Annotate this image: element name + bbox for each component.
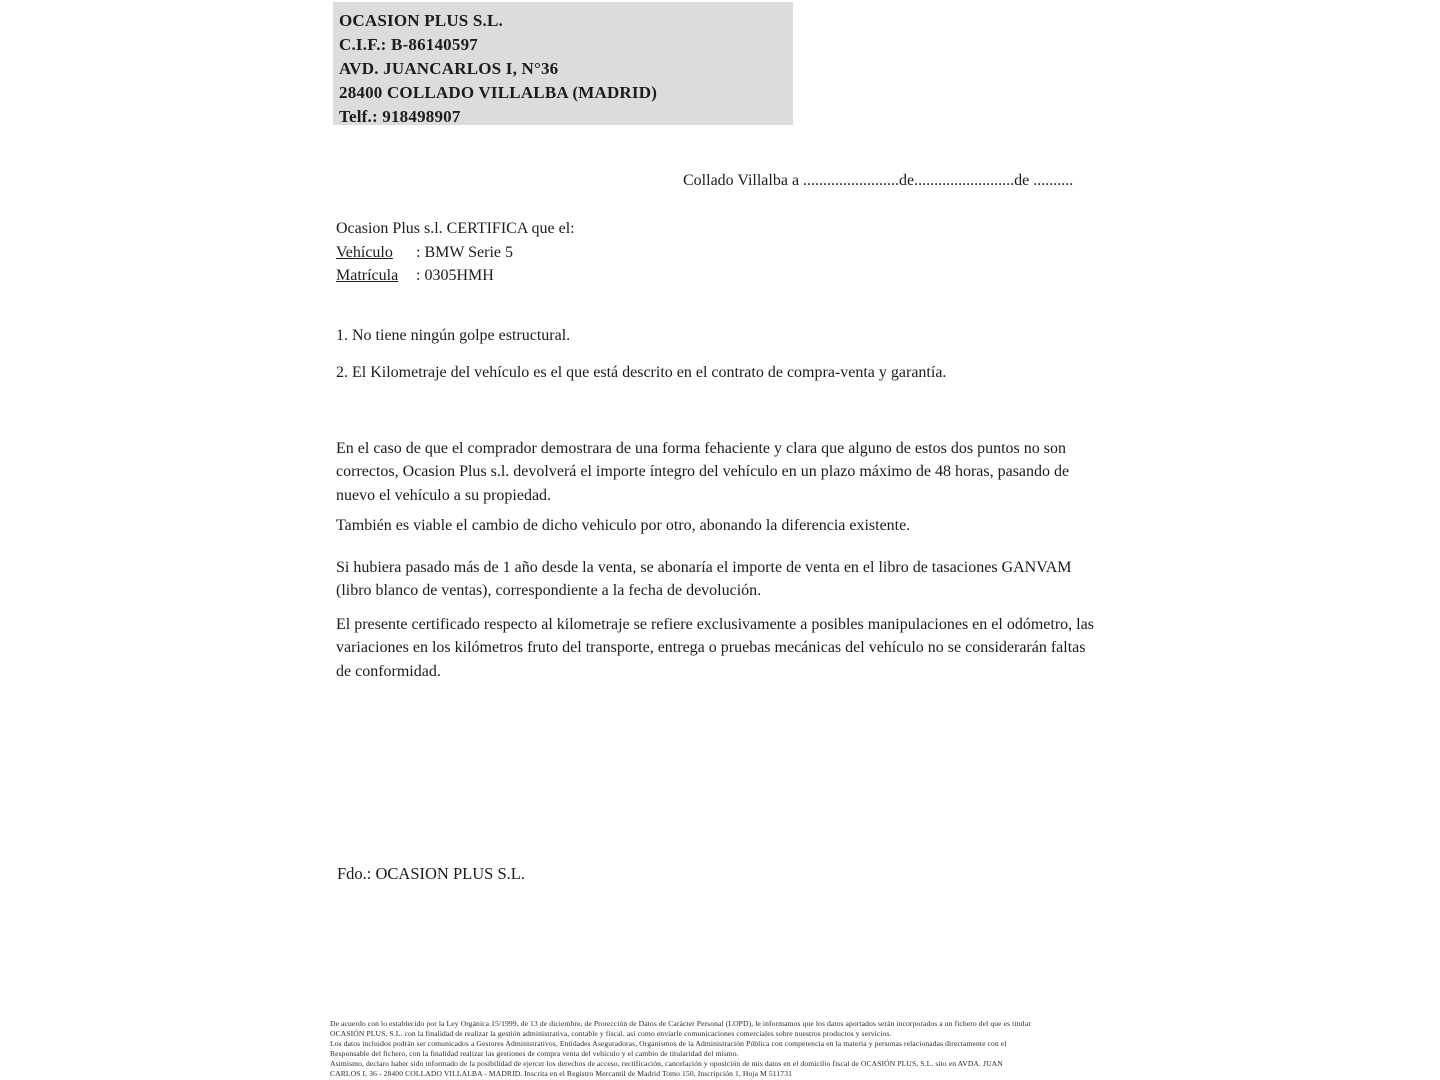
vehicle-row	[336, 241, 575, 265]
letterhead-block	[333, 2, 793, 125]
legal-line-2: OCASIÓN PLUS, S.L. con la finalidad de realizar la gestión administrativa, contable y fiscal, así como enviarle comunicaciones comerciales sobre nuestros productos y servicios.	[330, 1029, 892, 1038]
legal-fine-print	[330, 1019, 1112, 1079]
company-phone: Telf.: 918498907	[339, 107, 461, 126]
plate-value: : 0305HMH	[416, 267, 494, 284]
legal-line-1: De acuerdo con lo establecido por la Ley Orgánica 15/1999, de 13 de diciembre, de Protección de Datos de Carácter Personal (LOPD), le informamos que los datos aportados serán incorporados a un fichero del que es titular	[330, 1019, 1031, 1028]
date-fill-in-line: Collado Villalba a ........................de.........................de ..........	[683, 172, 1074, 189]
legal-line-4: Responsable del fichero, con la finalidad realizar las gestiones de compra venta del vehículo y el cambio de titularidad del mismo.	[330, 1049, 739, 1058]
company-name: OCASION PLUS S.L.	[339, 11, 503, 30]
signature-line: Fdo.: OCASION PLUS S.L.	[337, 864, 525, 883]
certificate-item-2: 2. El Kilometraje del vehículo es el que está descrito en el contrato de compra-venta y garantía.	[336, 364, 947, 381]
legal-line-6: CARLOS I, 36 - 28400 COLLADO VILLALBA - MADRID. Inscrita en el Registro Mercantil de Madrid Tomo 150, Inscripción 1, Hoja M 511731	[330, 1069, 792, 1078]
paragraph-odometer: El presente certificado respecto al kilometraje se refiere exclusivamente a posibles manipulaciones en el odómetro, las variaciones en los kilómetros fruto del transporte, entrega o pruebas mecánicas del vehículo no se considerarán faltas de conformidad.	[336, 616, 1094, 680]
company-city: 28400 COLLADO VILLALBA (MADRID)	[339, 83, 658, 102]
paragraph-exchange: También es viable el cambio de dicho vehiculo por otro, abonando la diferencia existente.	[336, 517, 911, 534]
plate-row	[336, 264, 575, 288]
vehicle-value: : BMW Serie 5	[416, 243, 514, 261]
legal-line-3: Los datos incluidos podrán ser comunicados a Gestores Administrativos, Entidades Aseguradoras, Organismos de la Administración Pública con competencia en la materia y personas relacionadas directamente con el	[330, 1039, 1007, 1048]
paragraph-ganvam: Si hubiera pasado más de 1 año desde la venta, se abonaría el importe de venta en el libro de tasaciones GANVAM (libro blanco de ventas), correspondiente a la fecha de devolución.	[336, 559, 1072, 600]
company-address: AVD. JUANCARLOS I, N°36	[339, 59, 559, 78]
legal-line-5: Asimismo, declaro haber sido informado de la posibilidad de ejercer los derechos de acceso, rectificación, cancelación y oposición de mis datos en el domicilio fiscal de OCASIÓN PLUS, S.L. sito en AVDA. JUAN	[330, 1059, 1003, 1068]
company-cif: C.I.F.: B-86140597	[339, 35, 478, 54]
paragraph-refund: En el caso de que el comprador demostrara de una forma fehaciente y clara que alguno de estos dos puntos no son correctos, Ocasion Plus s.l. devolverá el importe íntegro del vehículo en un plazo máximo de 48 horas, pasando de nuevo el vehículo a su propiedad.	[336, 440, 1070, 504]
plate-label: Matrícula	[336, 267, 399, 284]
certificate-item-1: 1. No tiene ningún golpe estructural.	[336, 327, 571, 344]
certificate-header-block	[336, 217, 575, 288]
vehicle-label: Vehículo	[336, 243, 393, 261]
certifica-intro: Ocasion Plus s.l. CERTIFICA que el:	[336, 220, 575, 237]
